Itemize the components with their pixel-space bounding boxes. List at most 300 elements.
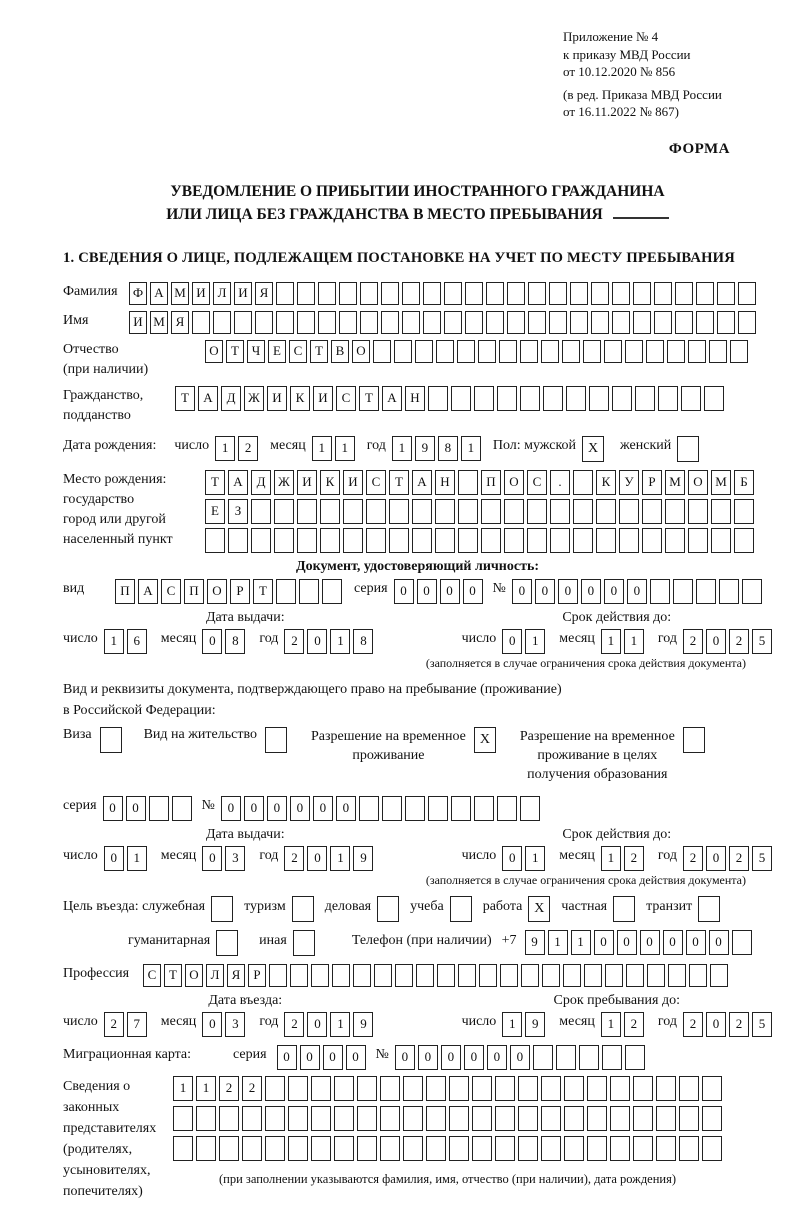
form-cell: 0 (487, 1045, 507, 1070)
form-cell (500, 964, 518, 987)
day-label: число (461, 1013, 497, 1029)
form-cell: 2 (729, 629, 749, 654)
id-doc-issue-heading: Дата выдачи: (205, 609, 285, 625)
form-cell: Р (248, 964, 266, 987)
purpose-study-checkbox (450, 896, 472, 922)
form-cell (717, 282, 735, 305)
form-cell (242, 1136, 262, 1161)
month-label: месяц (160, 847, 197, 863)
purpose-humanitarian-checkbox (216, 930, 238, 956)
form-cell (395, 964, 413, 987)
form-cell (702, 1136, 722, 1161)
form-cell: 0 (604, 579, 624, 604)
form-cell (196, 1136, 216, 1161)
birthplace-label-line1: Место рождения: (63, 471, 167, 487)
form-cell: 9 (525, 1012, 545, 1037)
id-doc-valid-block (462, 610, 772, 654)
profession-row (63, 964, 772, 987)
form-cell (591, 311, 609, 334)
stay-until-line (462, 1012, 772, 1037)
permit-dates (63, 827, 772, 871)
form-cell: М (171, 282, 189, 305)
form-cell (382, 796, 402, 821)
temp-residence-label-line2: проживание (352, 747, 425, 763)
purpose-humanitarian (128, 930, 238, 956)
form-cell (602, 1045, 622, 1070)
form-cell (626, 964, 644, 987)
form-cell (426, 1106, 446, 1131)
form-cell (265, 1136, 285, 1161)
representatives-row (63, 1076, 772, 1202)
form-cell: 2 (683, 1012, 703, 1037)
id-doc-valid-line (462, 629, 772, 654)
form-cell (604, 340, 622, 363)
form-cell (339, 282, 357, 305)
form-cell (646, 340, 664, 363)
form-cell (549, 282, 567, 305)
form-cell: 1 (624, 629, 644, 654)
form-cell (196, 1106, 216, 1131)
form-cell (288, 1136, 308, 1161)
form-cell: Д (251, 470, 271, 495)
form-cell (474, 796, 494, 821)
phone-label: Телефон (при наличии) (351, 932, 492, 948)
representatives-cells-block (173, 1076, 722, 1187)
purpose-study-label: учеба (410, 898, 444, 914)
form-cell: 1 (525, 846, 545, 871)
birth-year-cells (392, 436, 481, 461)
form-cell (353, 964, 371, 987)
purpose-study (410, 896, 472, 922)
permit-issue-line (63, 846, 428, 871)
permit-issue-day-cells (104, 846, 147, 871)
form-cell (472, 1136, 492, 1161)
form-cell: X (528, 896, 550, 922)
form-cell (679, 1106, 699, 1131)
form-cell: 0 (417, 579, 437, 604)
form-cell: Ф (129, 282, 147, 305)
form-cell (566, 386, 586, 411)
form-cell (633, 1106, 653, 1131)
form-cell: 1 (461, 436, 481, 461)
form-cell (696, 282, 714, 305)
form-cell (738, 311, 756, 334)
form-cell: М (711, 470, 731, 495)
form-cell: 3 (225, 846, 245, 871)
form-cell (357, 1136, 377, 1161)
appendix-line: Приложение № 4 (563, 29, 659, 44)
form-cell (458, 528, 478, 553)
form-cell (495, 1106, 515, 1131)
id-doc-valid-heading: Срок действия до: (562, 609, 672, 625)
form-cell: Е (205, 499, 225, 524)
temp-residence-edu-checkbox (683, 727, 705, 753)
firstname-cells (129, 311, 756, 334)
permit-number-sign: № (201, 797, 215, 813)
form-cell: 1 (196, 1076, 216, 1101)
form-cell: А (138, 579, 158, 604)
form-cell (486, 282, 504, 305)
form-cell: Я (255, 282, 273, 305)
form-cell: О (205, 340, 223, 363)
form-cell (612, 311, 630, 334)
form-cell (518, 1106, 538, 1131)
form-cell: О (207, 579, 227, 604)
form-cell: Н (435, 470, 455, 495)
form-cell (458, 499, 478, 524)
form-cell (343, 528, 363, 553)
id-doc-issue-month-cells (202, 629, 245, 654)
form-cell: 1 (525, 629, 545, 654)
form-cell (403, 1076, 423, 1101)
form-cell (205, 528, 225, 553)
permit-valid-block (462, 827, 772, 871)
form-cell: 5 (752, 846, 772, 871)
permit-issue-heading: Дата выдачи: (205, 826, 285, 842)
year-label: год (259, 630, 279, 646)
birth-month-cells (312, 436, 355, 461)
form-cell: 6 (127, 629, 147, 654)
form-cell: Я (171, 311, 189, 334)
form-cell (211, 896, 233, 922)
purpose-transit-label: транзит (646, 898, 693, 914)
form-cell: 0 (307, 846, 327, 871)
form-cell (696, 311, 714, 334)
form-cell: 0 (502, 846, 522, 871)
form-cell (612, 282, 630, 305)
migration-card-row (63, 1045, 772, 1070)
form-cell (292, 896, 314, 922)
form-cell (589, 386, 609, 411)
form-cell (373, 340, 391, 363)
stay-until-heading: Срок пребывания до: (553, 992, 680, 1008)
blank-underline (613, 217, 669, 219)
form-cell (318, 282, 336, 305)
year-label: год (259, 847, 279, 863)
form-cell: 2 (242, 1076, 262, 1101)
appendix-line: от 10.12.2020 № 856 (563, 64, 676, 79)
form-cell (563, 964, 581, 987)
form-cell (642, 499, 662, 524)
month-label: месяц (559, 630, 595, 646)
form-cell (633, 1076, 653, 1101)
form-cell (504, 499, 524, 524)
patronymic-label-line2: (при наличии) (63, 361, 149, 377)
form-cell (265, 1076, 285, 1101)
id-doc-kind-label: вид (63, 580, 85, 596)
form-cell: 9 (525, 930, 545, 955)
form-cell (573, 499, 593, 524)
form-cell: 1 (601, 1012, 621, 1037)
residence-permit-checkbox (265, 727, 287, 753)
residence-permit-label: Вид на жительство (143, 726, 257, 742)
form-cell: 1 (392, 436, 412, 461)
form-cell (380, 1076, 400, 1101)
form-cell (541, 1106, 561, 1131)
form-cell: 0 (313, 796, 333, 821)
form-cell (320, 528, 340, 553)
entry-month-cells (202, 1012, 245, 1037)
form-cell (402, 311, 420, 334)
form-cell: О (352, 340, 370, 363)
form-cell: 0 (277, 1045, 297, 1070)
form-cell: 0 (202, 1012, 222, 1037)
form-cell (610, 1106, 630, 1131)
form-cell (100, 727, 122, 753)
form-cell: 1 (215, 436, 235, 461)
form-cell: А (412, 470, 432, 495)
purpose-business (325, 896, 399, 922)
form-cell (343, 499, 363, 524)
purpose-tourism (244, 896, 314, 922)
form-cell (293, 930, 315, 956)
form-cell: 8 (353, 629, 373, 654)
form-cell (495, 1136, 515, 1161)
form-cell: 0 (103, 796, 123, 821)
form-cell (412, 499, 432, 524)
form-cell (234, 311, 252, 334)
form-cell (732, 930, 752, 955)
id-doc-dates (63, 610, 772, 654)
form-cell (550, 528, 570, 553)
temp-residence-edu-label-line3: получения образования (527, 766, 668, 782)
form-label: ФОРМА (668, 140, 730, 157)
year-label: год (657, 847, 677, 863)
permit-series-row (63, 796, 772, 821)
form-cell: 0 (581, 579, 601, 604)
form-cell (428, 796, 448, 821)
representatives-label-line1: Сведения о (63, 1078, 131, 1094)
form-cell: Е (268, 340, 286, 363)
form-cell: С (527, 470, 547, 495)
form-cell (274, 499, 294, 524)
form-cell (472, 1106, 492, 1131)
appendix-line: (в ред. Приказа МВД России (563, 86, 722, 102)
entry-date-heading: Дата въезда: (208, 992, 283, 1008)
form-cell (541, 340, 559, 363)
id-doc-issue-block (63, 610, 428, 654)
permit-valid-year-cells (683, 846, 772, 871)
form-cell (437, 964, 455, 987)
birthdate-label: Дата рождения: (63, 437, 157, 453)
form-cell: X (582, 436, 604, 462)
id-doc-kind-cells (115, 579, 342, 604)
form-cell (444, 282, 462, 305)
form-cell: 0 (267, 796, 287, 821)
permit-issue-block (63, 827, 428, 871)
form-cell (734, 499, 754, 524)
permit-temp-residence-edu (520, 727, 705, 784)
form-cell: . (550, 470, 570, 495)
form-cell (635, 386, 655, 411)
purpose-work-label: работа (482, 898, 523, 914)
stay-until-block (462, 993, 772, 1037)
form-cell (520, 340, 538, 363)
month-label: месяц (160, 630, 197, 646)
form-cell (675, 282, 693, 305)
form-cell (675, 311, 693, 334)
form-cell: Л (206, 964, 224, 987)
profession-cells (143, 964, 728, 987)
form-cell (449, 1076, 469, 1101)
form-cell (654, 282, 672, 305)
permit-residence (144, 727, 287, 753)
form-cell: 1 (330, 1012, 350, 1037)
purpose-transit-checkbox (698, 896, 720, 922)
id-doc-issue-day-cells (104, 629, 147, 654)
month-label: месяц (160, 1013, 197, 1029)
form-cell (507, 311, 525, 334)
form-cell (276, 282, 294, 305)
section1-heading: 1. СВЕДЕНИЯ О ЛИЦЕ, ПОДЛЕЖАЩЕМ ПОСТАНОВКЕ НА УЧЕТ ПО МЕСТУ ПРЕБЫВАНИЯ (63, 249, 735, 266)
representatives-note: (при заполнении указываются фамилия, имя, отчество (при наличии), дата рождения) (218, 1171, 677, 1186)
form-cell (610, 1076, 630, 1101)
form-cell: 0 (640, 930, 660, 955)
form-cell: 0 (126, 796, 146, 821)
birth-day-label: число (174, 437, 210, 453)
form-cell (381, 282, 399, 305)
profession-label: Профессия (63, 965, 130, 981)
form-cell (702, 1076, 722, 1101)
purpose-official-checkbox (211, 896, 233, 922)
form-cell: 0 (706, 1012, 726, 1037)
form-cell: 0 (202, 846, 222, 871)
form-cell: Т (205, 470, 225, 495)
form-cell (579, 1045, 599, 1070)
form-cell: П (184, 579, 204, 604)
purpose-work (483, 896, 551, 922)
birthplace-cells-row2 (205, 499, 754, 524)
form-cell (173, 1106, 193, 1131)
form-cell (702, 1106, 722, 1131)
form-cell: 0 (706, 629, 726, 654)
id-doc-valid-note: (заполняется в случае ограничения срока действия документа) (425, 655, 746, 670)
stay-until-month-cells (601, 1012, 644, 1037)
form-cell (587, 1076, 607, 1101)
form-cell: 0 (558, 579, 578, 604)
form-cell (435, 528, 455, 553)
form-cell (322, 579, 342, 604)
stay-until-year-cells (683, 1012, 772, 1037)
form-cell (311, 964, 329, 987)
form-cell: 2 (284, 629, 304, 654)
form-cell (297, 528, 317, 553)
form-cell (297, 282, 315, 305)
representatives-label-line3: представителях (63, 1120, 157, 1136)
form-cell (297, 499, 317, 524)
form-cell (394, 340, 412, 363)
stay-doc-line1: Вид и реквизиты документа, подтверждающего право на пребывание (проживание) (63, 681, 562, 697)
form-cell (688, 528, 708, 553)
stay-doc-line2: в Российской Федерации: (63, 702, 216, 718)
form-cell (451, 386, 471, 411)
form-cell: 1 (601, 846, 621, 871)
form-cell: 0 (300, 1045, 320, 1070)
form-cell (633, 282, 651, 305)
form-cell: 0 (418, 1045, 438, 1070)
form-cell: И (234, 282, 252, 305)
entry-day-cells (104, 1012, 147, 1037)
form-cell (481, 499, 501, 524)
form-cell: С (143, 964, 161, 987)
purpose-transit (646, 896, 720, 922)
form-cell (412, 528, 432, 553)
form-cell: И (192, 282, 210, 305)
purpose-label: Цель въезда: служебная (63, 898, 206, 914)
birthplace-row (63, 470, 772, 553)
form-cell: 9 (415, 436, 435, 461)
form-cell: Д (221, 386, 241, 411)
form-cell: 7 (127, 1012, 147, 1037)
id-doc-series-label: серия (354, 580, 388, 596)
form-cell (216, 930, 238, 956)
phone-cells (525, 930, 752, 955)
form-cell: 0 (307, 629, 327, 654)
form-cell: Ж (244, 386, 264, 411)
form-cell (311, 1106, 331, 1131)
form-cell: X (474, 727, 496, 753)
form-cell: 0 (307, 1012, 327, 1037)
form-cell (709, 340, 727, 363)
form-cell (149, 796, 169, 821)
form-cell (380, 1136, 400, 1161)
permit-issue-month-cells (202, 846, 245, 871)
id-doc-valid-day-cells (502, 629, 545, 654)
form-cell (380, 1106, 400, 1131)
form-cell: 3 (225, 1012, 245, 1037)
patronymic-cells (205, 340, 748, 363)
form-cell (527, 528, 547, 553)
form-cell: О (688, 470, 708, 495)
permit-visa (63, 727, 122, 753)
form-cell (710, 964, 728, 987)
permit-valid-heading: Срок действия до: (562, 826, 672, 842)
form-cell (650, 579, 670, 604)
form-cell (619, 528, 639, 553)
form-cell: 1 (127, 846, 147, 871)
permit-valid-note: (заполняется в случае ограничения срока действия документа) (425, 872, 746, 887)
year-label: год (657, 1013, 677, 1029)
form-cell: Т (310, 340, 328, 363)
form-cell (564, 1136, 584, 1161)
form-cell: Т (175, 386, 195, 411)
form-cell (458, 964, 476, 987)
temp-residence-edu-label-line2: проживание в целях (537, 747, 658, 763)
representatives-label-line6: попечителях) (63, 1183, 143, 1199)
form-cell (416, 964, 434, 987)
appendix-block (563, 28, 772, 121)
form-cell (610, 1136, 630, 1161)
form-cell (665, 499, 685, 524)
temp-residence-label (311, 727, 466, 765)
form-cell: 0 (346, 1045, 366, 1070)
form-cell: 1 (104, 629, 124, 654)
form-cell (696, 579, 716, 604)
id-doc-issue-year-cells (284, 629, 373, 654)
form-cell (625, 1045, 645, 1070)
temp-residence-checkbox (474, 727, 496, 753)
form-cell (415, 340, 433, 363)
form-cell (683, 727, 705, 753)
form-cell: Р (642, 470, 662, 495)
day-label: число (461, 630, 497, 646)
form-cell: 9 (353, 846, 373, 871)
birthplace-cells-block (205, 470, 754, 553)
form-cell (613, 896, 635, 922)
form-cell: 9 (353, 1012, 373, 1037)
patronymic-row (63, 340, 772, 380)
form-cell (192, 311, 210, 334)
